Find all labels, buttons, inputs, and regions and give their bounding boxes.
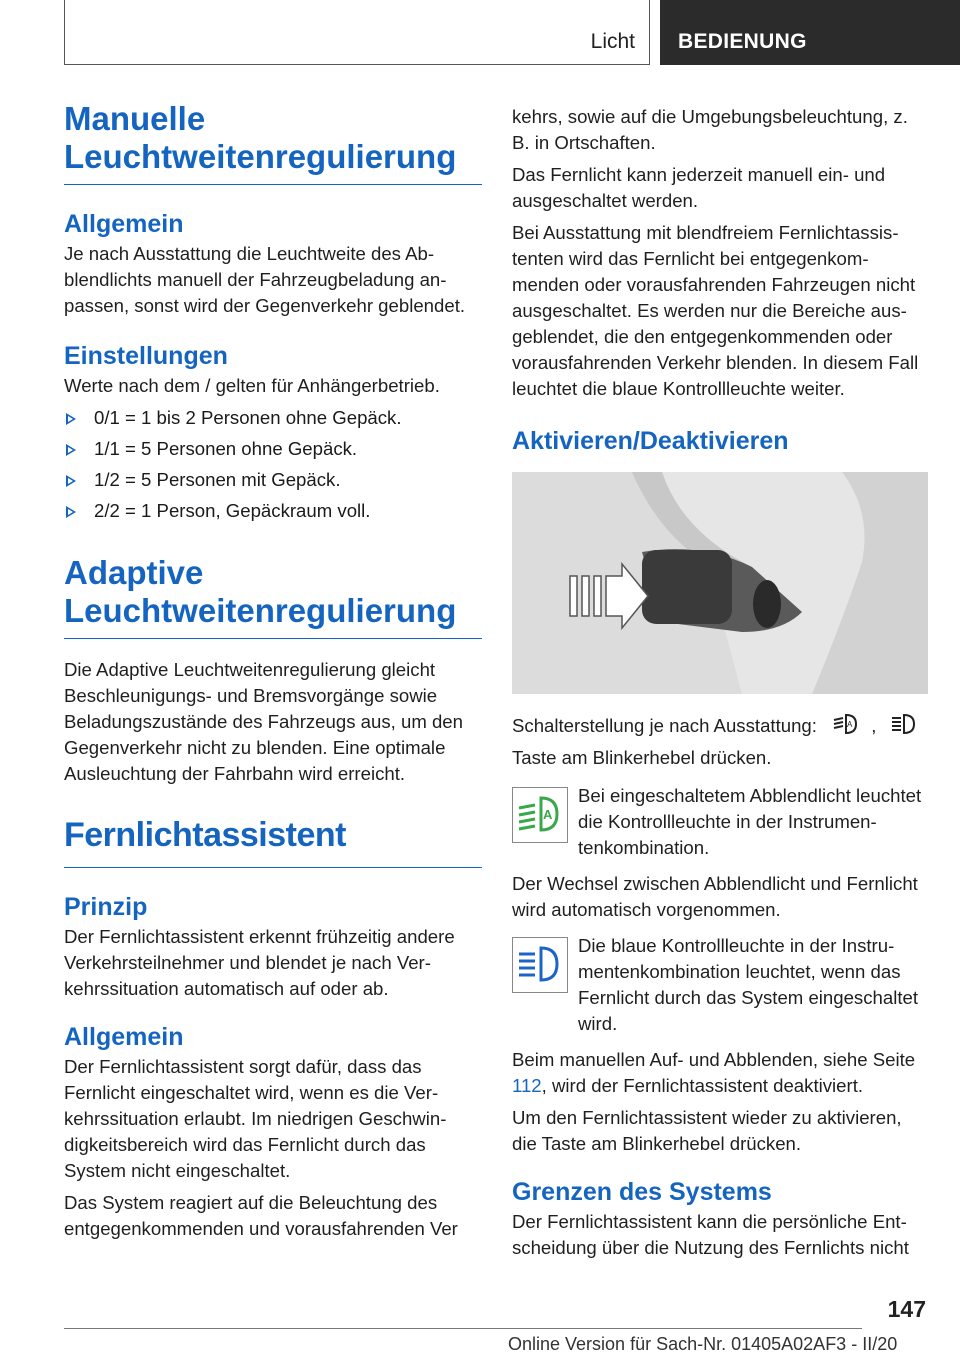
heading-rule <box>64 867 482 868</box>
paragraph-grenzen: Der Fernlichtassistent kann die persönliche Entscheidung über die Nutzung des Fernlichts nicht <box>512 1211 909 1258</box>
heading-einstellungen: Einstellungen <box>64 342 228 370</box>
paragraph-adaptive: Die Adaptive Leuchtweitenregulierung gleicht Beschleunigungs- und Bremsvorgänge sowie Beladungszustände des Fahrzeugs aus, um den Gegenverkehr nicht zu blenden. Eine optimale Ausleuchtung der Fahrbahn wird erreicht. <box>64 659 463 784</box>
paragraph-schalterstellung: Schalterstellung je nach Ausstattung: A , <box>512 712 928 739</box>
list-item: 0/1 = 1 bis 2 Personen ohne Gepäck. <box>64 405 482 431</box>
high-beam-icon <box>888 712 918 736</box>
svg-text:A: A <box>847 720 853 729</box>
heading-rule <box>64 184 482 185</box>
green-indicator-icon <box>512 787 568 843</box>
heading-allgemein: Allgemein <box>64 210 184 238</box>
paragraph-continued: kehrs, sowie auf die Umgebungsbeleuchtung, z. B. in Ortschaften. <box>512 106 908 153</box>
lever-illustration <box>512 472 928 694</box>
paragraph-einstellungen: Werte nach dem / gelten für Anhängerbetrieb. <box>64 375 440 396</box>
section-title: BEDIENUNG <box>678 30 807 53</box>
left-column <box>64 100 482 1242</box>
blue-indicator-icon <box>512 937 568 993</box>
triangle-bullet-icon <box>66 413 76 425</box>
paragraph-wieder-aktivieren: Um den Fernlichtassistent wieder zu aktivieren, die Taste am Blinkerhebel drücken. <box>512 1107 902 1154</box>
note-text: Die blaue Kontrollleuchte in der Instrumentenkombination leuchtet, wenn das Fernlicht durch das System eingeschaltet wird. <box>578 935 919 1034</box>
footer-text: Online Version für Sach-Nr. 01405A02AF3 - II/20 <box>508 1334 898 1354</box>
paragraph-wechsel: Der Wechsel zwischen Abblendlicht und Fernlicht wird automatisch vorgenommen. <box>512 873 918 920</box>
heading-fernlichtassistent: Fernlichtassistent <box>64 816 346 854</box>
triangle-bullet-icon <box>66 444 76 456</box>
section-tab[interactable] <box>660 0 960 65</box>
paragraph-allgemein-2a: Der Fernlichtassistent sorgt dafür, dass das Fernlicht eingeschaltet wird, wenn es die Verkehrssituation erlaubt. Im niedrigen Geschwindigkeitsbereich wird das Fernlicht durch das System nicht eingeschaltet. <box>64 1056 447 1181</box>
paragraph-taste: Taste am Blinkerhebel drücken. <box>512 747 772 768</box>
paragraph-allgemein: Je nach Ausstattung die Leuchtweite des Abblendlichts manuell der Fahrzeugbeladung anpassen, sonst wird der Gegenverkehr geblendet. <box>64 243 466 316</box>
list-item: 2/2 = 1 Person, Gepäckraum voll. <box>64 498 482 524</box>
paragraph-blendfrei: Bei Ausstattung mit blendfreiem Fernlichtassistenten wird das Fernlicht bei entgegenkommenden oder vorausfahrenden Fahrzeugen nicht ausgeschaltet. Es werden nur die Bereiche ausgeblendet, die den entgegenkommenden oder vorausfahrenden Verkehr blenden. In diesem Fall leuchtet die blaue Kontrollleuchte weiter. <box>512 222 919 399</box>
header-frame <box>64 0 650 65</box>
paragraph-manuell-abblenden: Beim manuellen Auf- und Abblenden, siehe Seite 112, wird der Fernlichtassistent deaktiviert. <box>512 1049 916 1096</box>
note-abblendlicht <box>512 783 928 861</box>
paragraph-fernlicht-manuell: Das Fernlicht kann jederzeit manuell ein- und ausgeschaltet werden. <box>512 164 886 211</box>
list-item: 1/2 = 5 Personen mit Gepäck. <box>64 467 482 493</box>
triangle-bullet-icon <box>66 475 76 487</box>
illustration-turn-signal-lever <box>512 472 928 694</box>
page-number: 147 <box>887 1296 926 1322</box>
list-item: 1/1 = 5 Personen ohne Gepäck. <box>64 436 482 462</box>
note-blaue-kontrollleuchte <box>512 933 928 1037</box>
heading-adaptive-leuchtweite: Adaptive Leuchtweitenregulierung <box>64 554 457 629</box>
triangle-bullet-icon <box>66 506 76 518</box>
note-text: Bei eingeschaltetem Abblendlicht leuchtet die Kontrollleuchte in der Instrumentenkombination. <box>578 785 922 858</box>
settings-list <box>64 405 482 524</box>
right-column <box>512 104 928 1261</box>
heading-prinzip: Prinzip <box>64 893 148 921</box>
headlight-assist-icon <box>830 712 860 736</box>
chapter-title: Licht <box>590 30 635 53</box>
heading-manuelle-leuchtweite: Manuelle Leuchtweitenregulierung <box>64 100 457 175</box>
heading-allgemein-2: Allgemein <box>64 1023 184 1051</box>
svg-text:A: A <box>543 807 553 822</box>
heading-rule <box>64 638 482 639</box>
heading-aktivieren: Aktivieren/Deaktivieren <box>512 427 789 455</box>
paragraph-allgemein-2b: Das System reagiert auf die Beleuchtung des entgegenkommenden und vorausfahrenden Ver <box>64 1192 458 1239</box>
footer-rule <box>64 1328 862 1329</box>
paragraph-prinzip: Der Fernlichtassistent erkennt frühzeitig andere Verkehrsteilnehmer und blendet je nach Verkehrssituation automatisch auf oder ab. <box>64 926 455 999</box>
heading-grenzen: Grenzen des Systems <box>512 1178 772 1206</box>
page-link-112[interactable]: 112 <box>512 1075 542 1096</box>
